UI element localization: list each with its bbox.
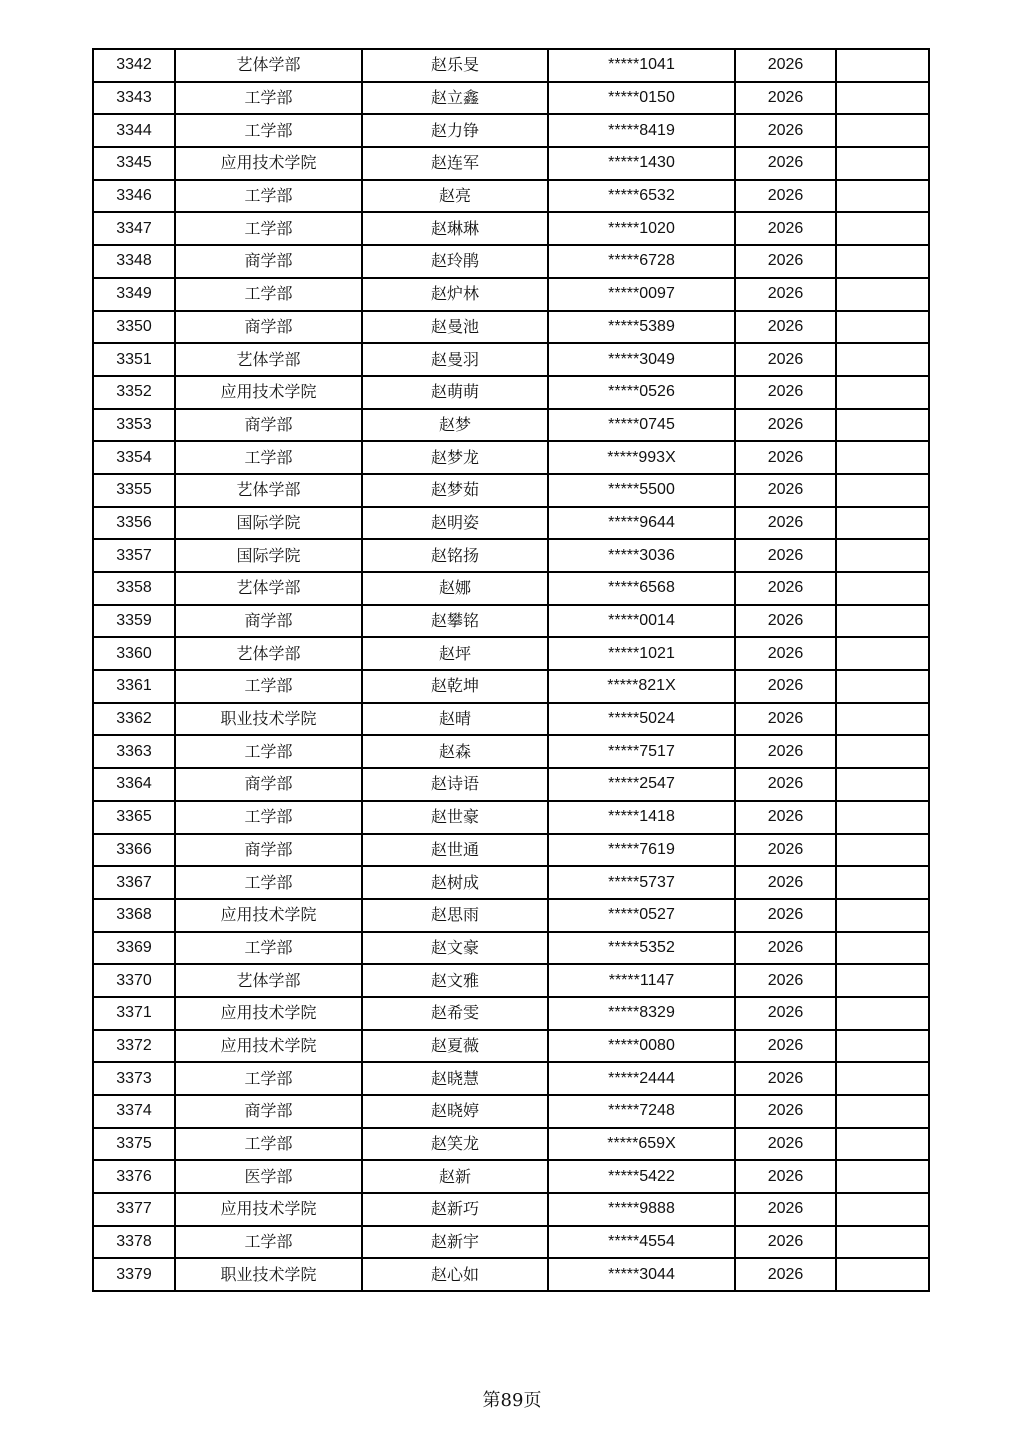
table-row [93, 801, 929, 834]
masked-id-cell: *****3049 [548, 343, 735, 376]
masked-id-cell: *****9888 [548, 1193, 735, 1226]
student-name-cell: 赵琳琳 [362, 212, 548, 245]
row-number-cell: 3370 [93, 964, 175, 997]
table-row [93, 180, 929, 213]
remarks-cell [836, 1258, 929, 1291]
table-row [93, 49, 929, 82]
table-row [93, 572, 929, 605]
table-row [93, 343, 929, 376]
row-number-cell: 3343 [93, 82, 175, 115]
table-row [93, 147, 929, 180]
row-number-cell: 3366 [93, 834, 175, 867]
department-cell: 商学部 [175, 1095, 362, 1128]
year-cell: 2026 [735, 932, 836, 965]
year-cell: 2026 [735, 49, 836, 82]
student-name-cell: 赵树成 [362, 866, 548, 899]
remarks-cell [836, 1128, 929, 1161]
year-cell: 2026 [735, 180, 836, 213]
masked-id-cell: *****3044 [548, 1258, 735, 1291]
department-cell: 应用技术学院 [175, 376, 362, 409]
masked-id-cell: *****0014 [548, 605, 735, 638]
masked-id-cell: *****0526 [548, 376, 735, 409]
masked-id-cell: *****4554 [548, 1226, 735, 1259]
year-cell: 2026 [735, 1193, 836, 1226]
masked-id-cell: *****6568 [548, 572, 735, 605]
row-number-cell: 3360 [93, 637, 175, 670]
remarks-cell [836, 147, 929, 180]
table-row [93, 670, 929, 703]
student-name-cell: 赵新 [362, 1160, 548, 1193]
department-cell: 工学部 [175, 441, 362, 474]
remarks-cell [836, 964, 929, 997]
row-number-cell: 3376 [93, 1160, 175, 1193]
row-number-cell: 3368 [93, 899, 175, 932]
student-name-cell: 赵立鑫 [362, 82, 548, 115]
row-number-cell: 3365 [93, 801, 175, 834]
year-cell: 2026 [735, 1030, 836, 1063]
masked-id-cell: *****821X [548, 670, 735, 703]
student-name-cell: 赵思雨 [362, 899, 548, 932]
row-number-cell: 3346 [93, 180, 175, 213]
year-cell: 2026 [735, 278, 836, 311]
table-row [93, 1128, 929, 1161]
year-cell: 2026 [735, 801, 836, 834]
table-row [93, 507, 929, 540]
year-cell: 2026 [735, 147, 836, 180]
year-cell: 2026 [735, 768, 836, 801]
student-name-cell: 赵晓婷 [362, 1095, 548, 1128]
student-name-cell: 赵梦茹 [362, 474, 548, 507]
remarks-cell [836, 735, 929, 768]
department-cell: 工学部 [175, 932, 362, 965]
remarks-cell [836, 1160, 929, 1193]
masked-id-cell: *****2547 [548, 768, 735, 801]
student-name-cell: 赵希雯 [362, 997, 548, 1030]
row-number-cell: 3355 [93, 474, 175, 507]
student-name-cell: 赵世豪 [362, 801, 548, 834]
department-cell: 商学部 [175, 605, 362, 638]
masked-id-cell: *****0150 [548, 82, 735, 115]
masked-id-cell: *****8419 [548, 114, 735, 147]
table-row [93, 866, 929, 899]
year-cell: 2026 [735, 539, 836, 572]
student-name-cell: 赵连军 [362, 147, 548, 180]
student-name-cell: 赵文雅 [362, 964, 548, 997]
masked-id-cell: *****5352 [548, 932, 735, 965]
year-cell: 2026 [735, 114, 836, 147]
row-number-cell: 3344 [93, 114, 175, 147]
student-name-cell: 赵诗语 [362, 768, 548, 801]
department-cell: 商学部 [175, 311, 362, 344]
table-row [93, 474, 929, 507]
table-row [93, 376, 929, 409]
masked-id-cell: *****1020 [548, 212, 735, 245]
table-row [93, 735, 929, 768]
remarks-cell [836, 539, 929, 572]
row-number-cell: 3364 [93, 768, 175, 801]
remarks-cell [836, 1062, 929, 1095]
roster-table [92, 48, 930, 1292]
department-cell: 艺体学部 [175, 572, 362, 605]
department-cell: 工学部 [175, 801, 362, 834]
year-cell: 2026 [735, 964, 836, 997]
student-name-cell: 赵乐旻 [362, 49, 548, 82]
student-name-cell: 赵夏薇 [362, 1030, 548, 1063]
row-number-cell: 3351 [93, 343, 175, 376]
masked-id-cell: *****0745 [548, 409, 735, 442]
remarks-cell [836, 1095, 929, 1128]
masked-id-cell: *****5500 [548, 474, 735, 507]
table-row [93, 245, 929, 278]
remarks-cell [836, 180, 929, 213]
student-name-cell: 赵明姿 [362, 507, 548, 540]
year-cell: 2026 [735, 441, 836, 474]
year-cell: 2026 [735, 866, 836, 899]
table-row [93, 82, 929, 115]
year-cell: 2026 [735, 637, 836, 670]
page-number-footer: 第89页 [482, 1390, 542, 1411]
masked-id-cell: *****1147 [548, 964, 735, 997]
remarks-cell [836, 474, 929, 507]
masked-id-cell: *****6532 [548, 180, 735, 213]
masked-id-cell: *****1418 [548, 801, 735, 834]
row-number-cell: 3352 [93, 376, 175, 409]
student-name-cell: 赵曼羽 [362, 343, 548, 376]
department-cell: 应用技术学院 [175, 1193, 362, 1226]
department-cell: 工学部 [175, 114, 362, 147]
masked-id-cell: *****7517 [548, 735, 735, 768]
student-name-cell: 赵梦龙 [362, 441, 548, 474]
table-row [93, 539, 929, 572]
department-cell: 艺体学部 [175, 49, 362, 82]
remarks-cell [836, 82, 929, 115]
year-cell: 2026 [735, 670, 836, 703]
row-number-cell: 3372 [93, 1030, 175, 1063]
student-name-cell: 赵亮 [362, 180, 548, 213]
row-number-cell: 3377 [93, 1193, 175, 1226]
department-cell: 应用技术学院 [175, 147, 362, 180]
remarks-cell [836, 245, 929, 278]
masked-id-cell: *****0527 [548, 899, 735, 932]
masked-id-cell: *****6728 [548, 245, 735, 278]
table-row [93, 278, 929, 311]
remarks-cell [836, 114, 929, 147]
department-cell: 工学部 [175, 1226, 362, 1259]
remarks-cell [836, 834, 929, 867]
table-row [93, 1030, 929, 1063]
table-row [93, 311, 929, 344]
table-row [93, 1226, 929, 1259]
remarks-cell [836, 376, 929, 409]
remarks-cell [836, 1030, 929, 1063]
row-number-cell: 3361 [93, 670, 175, 703]
remarks-cell [836, 507, 929, 540]
student-name-cell: 赵攀铭 [362, 605, 548, 638]
student-name-cell: 赵晴 [362, 703, 548, 736]
department-cell: 工学部 [175, 735, 362, 768]
student-name-cell: 赵新宇 [362, 1226, 548, 1259]
year-cell: 2026 [735, 1062, 836, 1095]
student-name-cell: 赵心如 [362, 1258, 548, 1291]
row-number-cell: 3350 [93, 311, 175, 344]
remarks-cell [836, 899, 929, 932]
student-name-cell: 赵铭扬 [362, 539, 548, 572]
masked-id-cell: *****5024 [548, 703, 735, 736]
year-cell: 2026 [735, 507, 836, 540]
table-row [93, 1062, 929, 1095]
remarks-cell [836, 311, 929, 344]
year-cell: 2026 [735, 703, 836, 736]
table-row [93, 964, 929, 997]
department-cell: 工学部 [175, 212, 362, 245]
department-cell: 国际学院 [175, 507, 362, 540]
row-number-cell: 3356 [93, 507, 175, 540]
row-number-cell: 3378 [93, 1226, 175, 1259]
row-number-cell: 3342 [93, 49, 175, 82]
year-cell: 2026 [735, 1226, 836, 1259]
remarks-cell [836, 278, 929, 311]
student-name-cell: 赵世通 [362, 834, 548, 867]
year-cell: 2026 [735, 735, 836, 768]
remarks-cell [836, 572, 929, 605]
student-name-cell: 赵新巧 [362, 1193, 548, 1226]
table-row [93, 768, 929, 801]
department-cell: 工学部 [175, 670, 362, 703]
masked-id-cell: *****659X [548, 1128, 735, 1161]
row-number-cell: 3353 [93, 409, 175, 442]
year-cell: 2026 [735, 572, 836, 605]
remarks-cell [836, 932, 929, 965]
row-number-cell: 3359 [93, 605, 175, 638]
student-name-cell: 赵晓慧 [362, 1062, 548, 1095]
year-cell: 2026 [735, 245, 836, 278]
table-row [93, 114, 929, 147]
student-name-cell: 赵梦 [362, 409, 548, 442]
table-row [93, 1160, 929, 1193]
table-row [93, 441, 929, 474]
department-cell: 工学部 [175, 82, 362, 115]
table-row [93, 932, 929, 965]
table-row [93, 605, 929, 638]
department-cell: 工学部 [175, 180, 362, 213]
remarks-cell [836, 997, 929, 1030]
department-cell: 应用技术学院 [175, 997, 362, 1030]
remarks-cell [836, 409, 929, 442]
row-number-cell: 3379 [93, 1258, 175, 1291]
table-row [93, 997, 929, 1030]
row-number-cell: 3371 [93, 997, 175, 1030]
row-number-cell: 3375 [93, 1128, 175, 1161]
remarks-cell [836, 605, 929, 638]
table-row [93, 212, 929, 245]
year-cell: 2026 [735, 997, 836, 1030]
row-number-cell: 3357 [93, 539, 175, 572]
row-number-cell: 3369 [93, 932, 175, 965]
department-cell: 艺体学部 [175, 964, 362, 997]
student-name-cell: 赵曼池 [362, 311, 548, 344]
table-row [93, 834, 929, 867]
row-number-cell: 3362 [93, 703, 175, 736]
remarks-cell [836, 768, 929, 801]
masked-id-cell: *****5422 [548, 1160, 735, 1193]
year-cell: 2026 [735, 212, 836, 245]
remarks-cell [836, 637, 929, 670]
row-number-cell: 3373 [93, 1062, 175, 1095]
remarks-cell [836, 441, 929, 474]
year-cell: 2026 [735, 311, 836, 344]
department-cell: 职业技术学院 [175, 703, 362, 736]
year-cell: 2026 [735, 474, 836, 507]
year-cell: 2026 [735, 409, 836, 442]
department-cell: 商学部 [175, 409, 362, 442]
masked-id-cell: *****9644 [548, 507, 735, 540]
row-number-cell: 3354 [93, 441, 175, 474]
student-name-cell: 赵坪 [362, 637, 548, 670]
remarks-cell [836, 866, 929, 899]
remarks-cell [836, 212, 929, 245]
department-cell: 商学部 [175, 245, 362, 278]
table-row [93, 703, 929, 736]
masked-id-cell: *****5389 [548, 311, 735, 344]
student-name-cell: 赵笑龙 [362, 1128, 548, 1161]
department-cell: 应用技术学院 [175, 899, 362, 932]
year-cell: 2026 [735, 834, 836, 867]
remarks-cell [836, 1193, 929, 1226]
year-cell: 2026 [735, 376, 836, 409]
student-name-cell: 赵文豪 [362, 932, 548, 965]
table-row [93, 1095, 929, 1128]
department-cell: 工学部 [175, 1128, 362, 1161]
year-cell: 2026 [735, 1095, 836, 1128]
student-name-cell: 赵乾坤 [362, 670, 548, 703]
masked-id-cell: *****5737 [548, 866, 735, 899]
masked-id-cell: *****0097 [548, 278, 735, 311]
student-name-cell: 赵娜 [362, 572, 548, 605]
year-cell: 2026 [735, 1258, 836, 1291]
row-number-cell: 3347 [93, 212, 175, 245]
year-cell: 2026 [735, 343, 836, 376]
department-cell: 医学部 [175, 1160, 362, 1193]
masked-id-cell: *****7248 [548, 1095, 735, 1128]
department-cell: 工学部 [175, 866, 362, 899]
masked-id-cell: *****3036 [548, 539, 735, 572]
department-cell: 商学部 [175, 768, 362, 801]
remarks-cell [836, 1226, 929, 1259]
remarks-cell [836, 703, 929, 736]
student-name-cell: 赵力铮 [362, 114, 548, 147]
table-row [93, 1193, 929, 1226]
student-name-cell: 赵萌萌 [362, 376, 548, 409]
department-cell: 工学部 [175, 1062, 362, 1095]
year-cell: 2026 [735, 605, 836, 638]
table-row [93, 637, 929, 670]
row-number-cell: 3374 [93, 1095, 175, 1128]
row-number-cell: 3367 [93, 866, 175, 899]
masked-id-cell: *****993X [548, 441, 735, 474]
remarks-cell [836, 49, 929, 82]
row-number-cell: 3349 [93, 278, 175, 311]
student-name-cell: 赵炉林 [362, 278, 548, 311]
remarks-cell [836, 343, 929, 376]
row-number-cell: 3358 [93, 572, 175, 605]
department-cell: 应用技术学院 [175, 1030, 362, 1063]
row-number-cell: 3363 [93, 735, 175, 768]
row-number-cell: 3345 [93, 147, 175, 180]
department-cell: 艺体学部 [175, 637, 362, 670]
department-cell: 商学部 [175, 834, 362, 867]
row-number-cell: 3348 [93, 245, 175, 278]
department-cell: 国际学院 [175, 539, 362, 572]
year-cell: 2026 [735, 899, 836, 932]
masked-id-cell: *****2444 [548, 1062, 735, 1095]
remarks-cell [836, 801, 929, 834]
department-cell: 艺体学部 [175, 474, 362, 507]
department-cell: 职业技术学院 [175, 1258, 362, 1291]
table-row [93, 1258, 929, 1291]
masked-id-cell: *****1430 [548, 147, 735, 180]
table-row [93, 409, 929, 442]
masked-id-cell: *****0080 [548, 1030, 735, 1063]
roster-table-body [93, 49, 929, 1291]
student-name-cell: 赵森 [362, 735, 548, 768]
masked-id-cell: *****7619 [548, 834, 735, 867]
year-cell: 2026 [735, 1128, 836, 1161]
masked-id-cell: *****1021 [548, 637, 735, 670]
remarks-cell [836, 670, 929, 703]
table-row [93, 899, 929, 932]
masked-id-cell: *****1041 [548, 49, 735, 82]
student-name-cell: 赵玲鹃 [362, 245, 548, 278]
year-cell: 2026 [735, 1160, 836, 1193]
year-cell: 2026 [735, 82, 836, 115]
department-cell: 艺体学部 [175, 343, 362, 376]
department-cell: 工学部 [175, 278, 362, 311]
masked-id-cell: *****8329 [548, 997, 735, 1030]
